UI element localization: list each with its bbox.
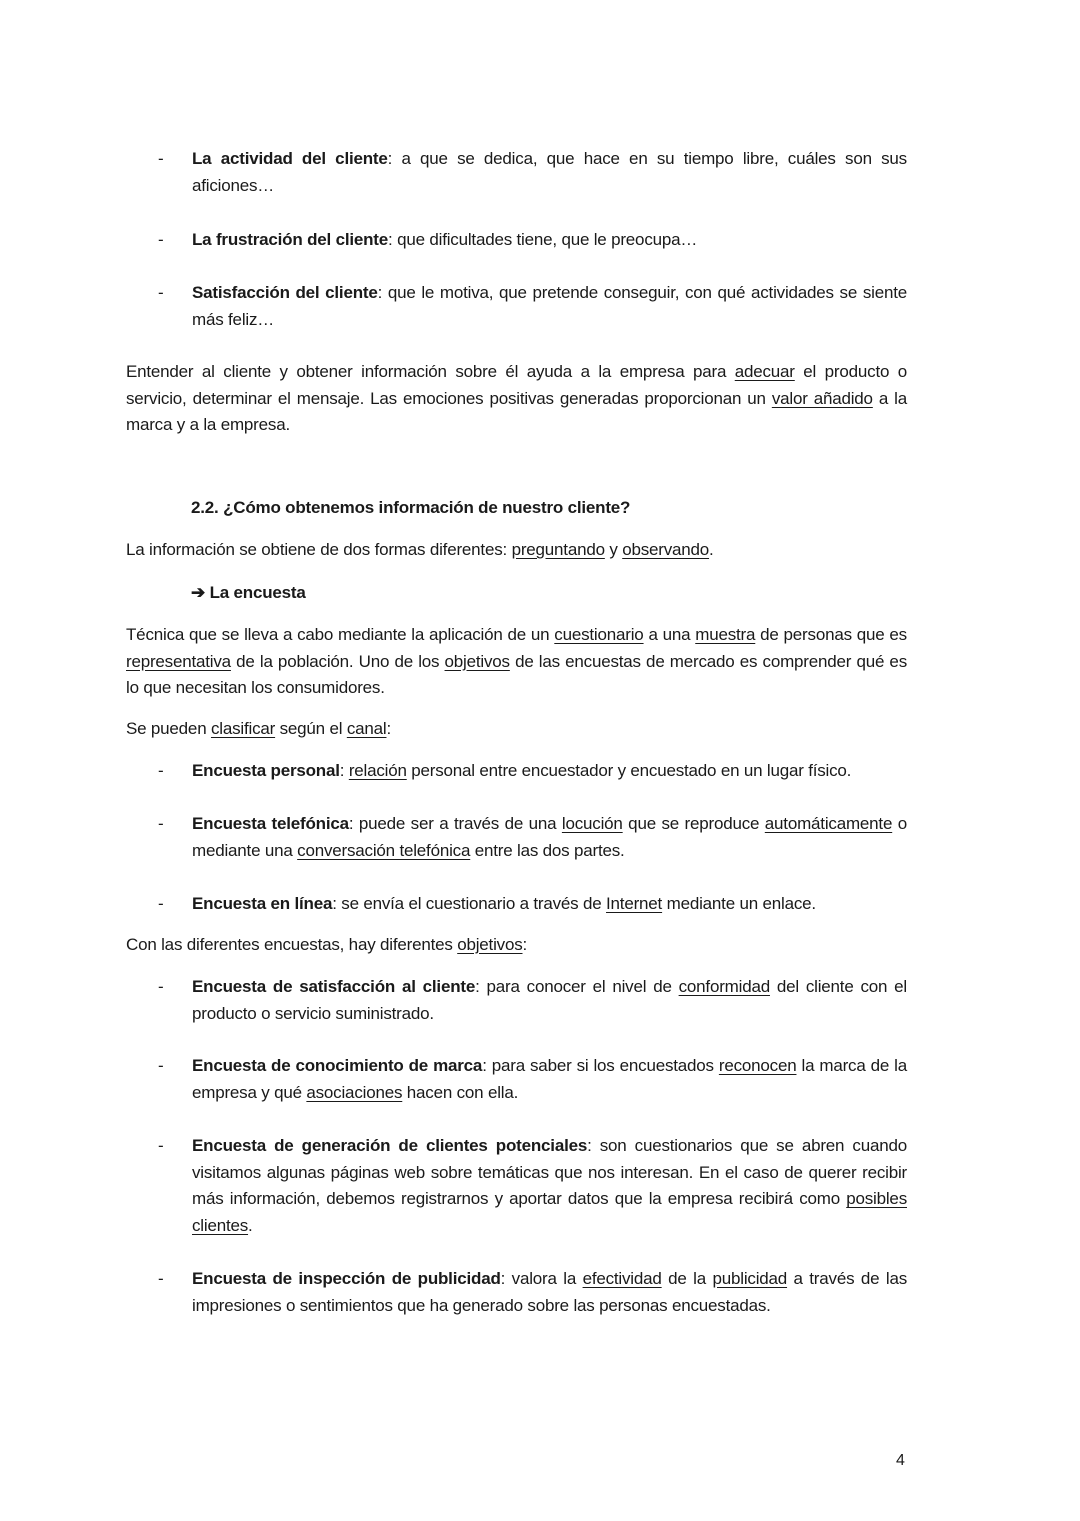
text-run: : son cuestionarios que se abren cuando visitamos algunas páginas web sobre temáticas que nos interesan. En el caso de querer recibir más información, debemos registrarnos y aportar datos que la empresa recibirá como (192, 1136, 907, 1209)
bullet-item (158, 891, 907, 918)
text-run: Técnica que se lleva a cabo mediante la aplicación de un (126, 625, 555, 644)
underlined-term: publicidad (712, 1269, 788, 1288)
paragraph (126, 932, 907, 959)
text-run: : (386, 719, 392, 738)
underlined-term: efectividad (582, 1269, 662, 1288)
bold-term: Encuesta de satisfacción al cliente (192, 977, 476, 996)
bullet-item (158, 1053, 907, 1106)
underlined-term: preguntando (511, 540, 605, 559)
underlined-term: automáticamente (764, 814, 893, 833)
underlined-term: clasificar (210, 719, 276, 738)
bold-term: Encuesta personal (192, 761, 340, 780)
underlined-term: canal (346, 719, 387, 738)
bold-term: Encuesta de inspección de publicidad (192, 1269, 501, 1288)
text-run: y (604, 540, 623, 559)
bullet-dash: - (158, 283, 164, 302)
underlined-term: objetivos (444, 651, 510, 671)
underlined-term: representativa (126, 651, 231, 671)
text-run: . (248, 1216, 253, 1236)
text-run: según el (275, 719, 347, 738)
text-run: mediante un enlace. (662, 894, 816, 913)
bullet-dash: - (158, 1056, 164, 1075)
bullet-item (158, 1266, 907, 1319)
text-run: ➔ La encuesta (191, 583, 306, 602)
bullet-dash: - (158, 1269, 164, 1288)
underlined-term: muestra (695, 625, 756, 644)
underlined-term: observando (622, 540, 710, 559)
text-run: Con las diferentes encuestas, hay diferentes (126, 935, 458, 954)
paragraph (126, 359, 907, 439)
bullet-item (158, 1133, 907, 1240)
underlined-term: asociaciones (306, 1082, 403, 1102)
bullet-item (158, 227, 907, 254)
text-run: : que le motiva, que pretende conseguir, con qué actividades se siente más feliz… (192, 283, 907, 329)
underlined-term: adecuar (734, 362, 795, 381)
bullet-dash: - (158, 230, 164, 249)
section-heading (191, 495, 972, 522)
paragraph (126, 537, 907, 564)
text-run: La información se obtiene de dos formas diferentes: (126, 540, 512, 559)
bullet-item (158, 146, 907, 199)
text-run: : para saber si los encuestados (482, 1056, 719, 1075)
subheading-arrow (191, 580, 972, 607)
text-run: : a que se dedica, que hace en su tiempo libre, cuáles son sus aficiones… (192, 149, 907, 195)
text-run: 2.2. ¿Cómo obtenemos información de nuestro cliente? (191, 498, 631, 517)
text-run: el producto o servicio, determinar el mensaje. Las emociones positivas generadas proporcionan un (126, 362, 907, 408)
text-run: Se pueden (126, 719, 211, 738)
bold-term: Encuesta de generación de clientes potenciales (192, 1136, 588, 1155)
text-run: la marca de la empresa y qué (192, 1056, 907, 1102)
bold-term: La frustración del cliente (192, 230, 389, 249)
text-run: a través de las impresiones o sentimientos que ha generado sobre las personas encuestadas. (192, 1269, 907, 1315)
bullet-dash: - (158, 814, 164, 833)
text-run: : (522, 935, 528, 954)
bold-term: Encuesta en línea (192, 894, 333, 913)
text-run: o mediante una (192, 814, 907, 860)
bold-term: Encuesta telefónica (192, 814, 349, 833)
text-run: : (339, 761, 349, 780)
text-run: Entender al cliente y obtener información sobre él ayuda a la empresa para (126, 362, 735, 381)
bullet-dash: - (158, 977, 164, 996)
text-run: que se reproduce (622, 814, 765, 833)
text-run: de la (661, 1269, 713, 1288)
text-run: de personas que es (755, 625, 907, 644)
underlined-term: relación (348, 761, 407, 780)
text-run: hacen con ella. (402, 1082, 519, 1102)
bullet-dash: - (158, 1136, 164, 1155)
text-run: a la marca y a la empresa. (126, 388, 907, 435)
bullet-dash: - (158, 761, 164, 780)
paragraph (126, 716, 907, 743)
bullet-item (158, 811, 907, 864)
text-run: : se envía el cuestionario a través de (332, 894, 607, 913)
paragraph (126, 622, 907, 702)
bullet-item (158, 758, 907, 785)
text-run: . (709, 540, 714, 559)
bullet-dash: - (158, 149, 164, 168)
bold-term: La actividad del cliente (192, 149, 388, 168)
text-run: de las encuestas de mercado es comprender qué es lo que necesitan los consumidores. (126, 651, 907, 698)
text-run: : puede ser a través de una (348, 814, 562, 833)
text-run: personal entre encuestador y encuestado en un lugar físico. (406, 761, 852, 780)
underlined-term: locución (561, 814, 623, 833)
bullet-item (158, 280, 907, 333)
bullet-dash: - (158, 894, 164, 913)
text-run: a una (643, 625, 696, 644)
underlined-term: objetivos (457, 935, 523, 954)
text-run: : valora la (500, 1269, 583, 1288)
underlined-term: valor añadido (771, 388, 873, 408)
underlined-term: conversación telefónica (297, 840, 471, 860)
page-number: 4 (896, 1452, 905, 1469)
underlined-term: conformidad (678, 977, 770, 996)
underlined-term: Internet (606, 894, 663, 913)
underlined-term: cuestionario (554, 625, 644, 644)
text-run: entre las dos partes. (470, 840, 625, 860)
text-run: de la población. Uno de los (230, 651, 445, 671)
bold-term: Satisfacción del cliente (192, 283, 378, 302)
text-run: del cliente con el producto o servicio suministrado. (192, 977, 908, 1023)
underlined-term: posibles clientes (192, 1189, 907, 1236)
bullet-item (158, 974, 908, 1027)
underlined-term: reconocen (718, 1056, 797, 1075)
bold-term: Encuesta de conocimiento de marca (192, 1056, 483, 1075)
text-run: : que dificultades tiene, que le preocupa… (388, 230, 698, 249)
text-run: : para conocer el nivel de (475, 977, 679, 996)
